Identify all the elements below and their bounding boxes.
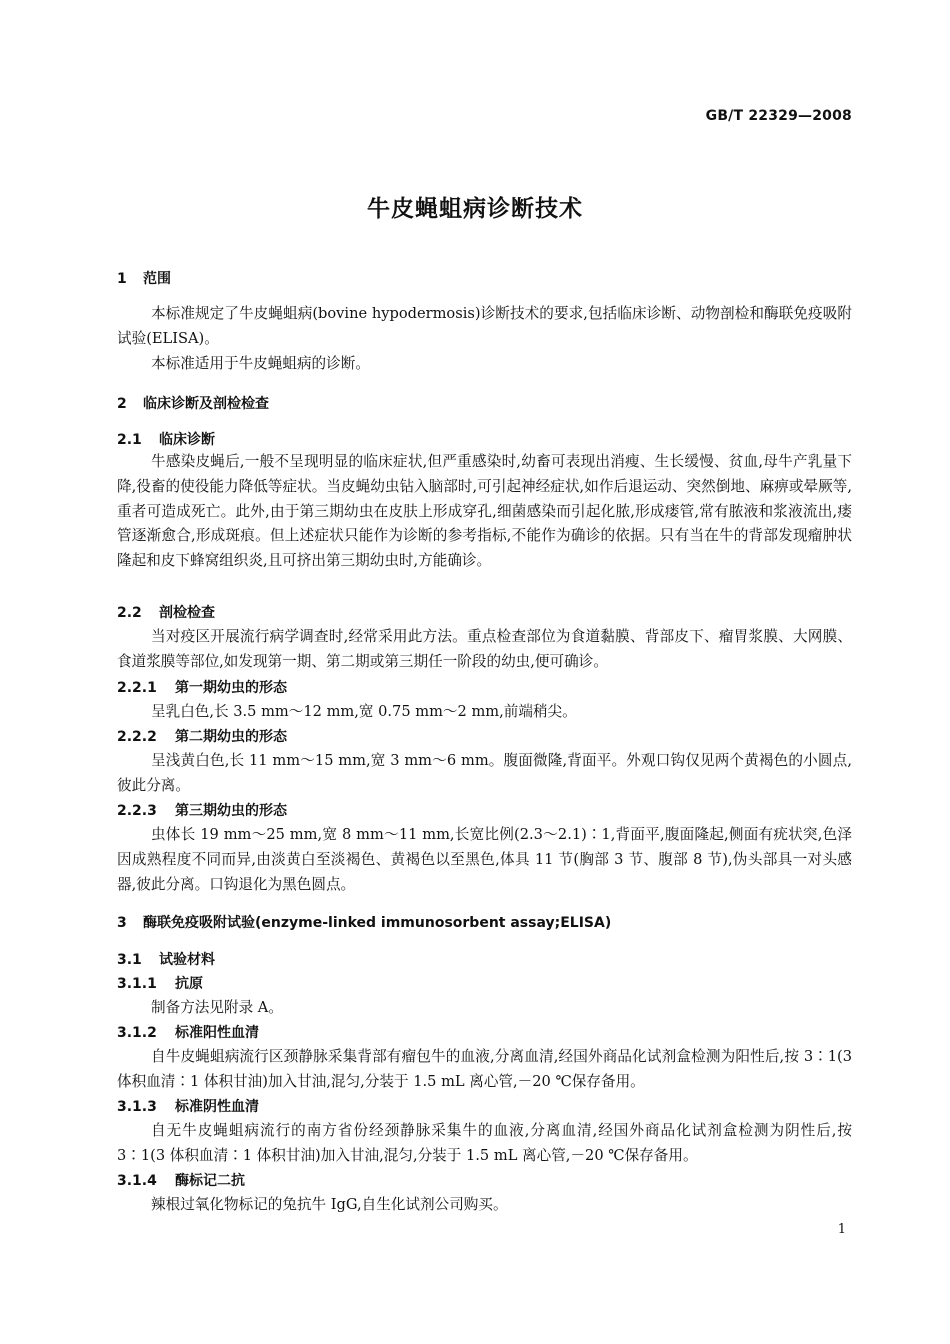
- section-3-1-heading: [117, 951, 215, 969]
- section-2-2-1-para: 呈乳白色,长 3.5 mm～12 mm,宽 0.75 mm～2 mm,前端稍尖。: [151, 703, 577, 720]
- section-title: 标准阴性血清: [175, 1099, 259, 1115]
- section-2-2-2-heading: [117, 728, 287, 746]
- section-2-1-para: 牛感染皮蝇后,一般不呈现明显的临床症状,但严重感染时,幼畜可表现出消瘦、生长缓慢、贫血,母牛产乳量下降,役畜的使役能力降低等症状。当皮蝇幼虫钻入脑部时,可引起神经症状,如作后退运动、突然倒地、麻痹或晕厥等,重者可造成死亡。此外,由于第三期幼虫在皮肤上形成穿孔,细菌感染而引起化脓,形成瘘管,常有脓液和浆液流出,瘘管逐渐愈合,形成斑痕。但上述症状只能作为诊断的参考指标,不能作为确诊的依据。只有当在牛的背部发现瘤肿状隆起和皮下蜂窝组织炎,且可挤出第三期幼虫时,方能确诊。: [117, 453, 852, 570]
- section-2-2-1-heading: [117, 679, 287, 697]
- section-title: 剖检检查: [159, 605, 215, 621]
- section-number: 3.1.1: [117, 976, 157, 992]
- section-3-1-2-para: 自牛皮蝇蛆病流行区颈静脉采集背部有瘤包牛的血液,分离血清,经国外商品化试剂盒检测为阳性后,按 3∶1(3 体积血清∶1 体积甘油)加入甘油,混匀,分装于 1.5 mL 离心管,－20 ℃保存备用。: [117, 1048, 852, 1090]
- section-3-1-1-para: 制备方法见附录 A。: [151, 999, 283, 1016]
- section-title: 临床诊断及剖检检查: [143, 396, 269, 412]
- section-2-2-2-para: 呈浅黄白色,长 11 mm～15 mm,宽 3 mm～6 mm。腹面微隆,背面平。外观口钩仅见两个黄褐色的小圆点,彼此分离。: [117, 752, 852, 794]
- section-title: 标准阳性血清: [175, 1025, 259, 1041]
- section-2-1-heading: [117, 431, 215, 449]
- doc-title: 牛皮蝇蛆病诊断技术: [367, 196, 583, 222]
- section-title: 第三期幼虫的形态: [175, 803, 287, 819]
- section-title: 范围: [143, 271, 171, 287]
- section-number: 2: [117, 396, 127, 412]
- section-2-2-heading: [117, 604, 215, 622]
- section-number: 2.2.2: [117, 729, 157, 745]
- section-3-1-2-heading: [117, 1024, 259, 1042]
- section-2-2-3-para: 虫体长 19 mm～25 mm,宽 8 mm～11 mm,长宽比例(2.3～2.1)∶1,背面平,腹面隆起,侧面有疣状突,色泽因成熟程度不同而异,由淡黄白至淡褐色、黄褐色以至黑色,体具 11 节(胸部 3 节、腹部 8 节),伪头部具一对头感器,彼此分离。口钩退化为黑色圆点。: [117, 826, 852, 893]
- section-1-para-2: 本标准适用于牛皮蝇蛆病的诊断。: [151, 355, 370, 372]
- section-title: 临床诊断: [159, 432, 215, 448]
- section-number: 3.1.4: [117, 1173, 157, 1189]
- section-title: 抗原: [175, 976, 203, 992]
- section-number: 3.1.2: [117, 1025, 157, 1041]
- section-3-1-1-heading: [117, 975, 203, 993]
- section-title: 酶标记二抗: [175, 1173, 245, 1189]
- section-3-1-3-para: 自无牛皮蝇蛆病流行的南方省份经颈静脉采集牛的血液,分离血清,经国外商品化试剂盒检测为阴性后,按 3∶1(3 体积血清∶1 体积甘油)加入甘油,混匀,分装于 1.5 mL 离心管,－20 ℃保存备用。: [117, 1122, 852, 1164]
- section-3-1-4-para: 辣根过氧化物标记的兔抗牛 IgG,自生化试剂公司购买。: [151, 1196, 508, 1213]
- section-2-2-3-heading: [117, 802, 287, 820]
- page-number: 1: [837, 1222, 846, 1237]
- section-title: 第一期幼虫的形态: [175, 680, 287, 696]
- section-number: 3.1: [117, 952, 142, 968]
- section-title: 第二期幼虫的形态: [175, 729, 287, 745]
- section-2-heading: [117, 395, 269, 413]
- section-number: 2.2.3: [117, 803, 157, 819]
- section-2-2-para: 当对疫区开展流行病学调查时,经常采用此方法。重点检查部位为食道黏膜、背部皮下、瘤胃浆膜、大网膜、食道浆膜等部位,如发现第一期、第二期或第三期任一阶段的幼虫,便可确诊。: [117, 628, 852, 670]
- doc-code: GB/T 22329—2008: [705, 108, 852, 124]
- section-title: 酶联免疫吸附试验(enzyme-linked immunosorbent assay;ELISA): [143, 915, 612, 931]
- section-number: 1: [117, 271, 127, 287]
- section-number: 2.1: [117, 432, 142, 448]
- section-number: 2.2: [117, 605, 142, 621]
- section-3-heading: [117, 914, 611, 932]
- section-number: 2.2.1: [117, 680, 157, 696]
- section-number: 3: [117, 915, 127, 931]
- section-1-para-1: 本标准规定了牛皮蝇蛆病(bovine hypodermosis)诊断技术的要求,包括临床诊断、动物剖检和酶联免疫吸附试验(ELISA)。: [117, 305, 852, 347]
- section-number: 3.1.3: [117, 1099, 157, 1115]
- section-1-heading: [117, 270, 171, 288]
- section-3-1-3-heading: [117, 1098, 259, 1116]
- section-title: 试验材料: [159, 952, 215, 968]
- section-3-1-4-heading: [117, 1172, 245, 1190]
